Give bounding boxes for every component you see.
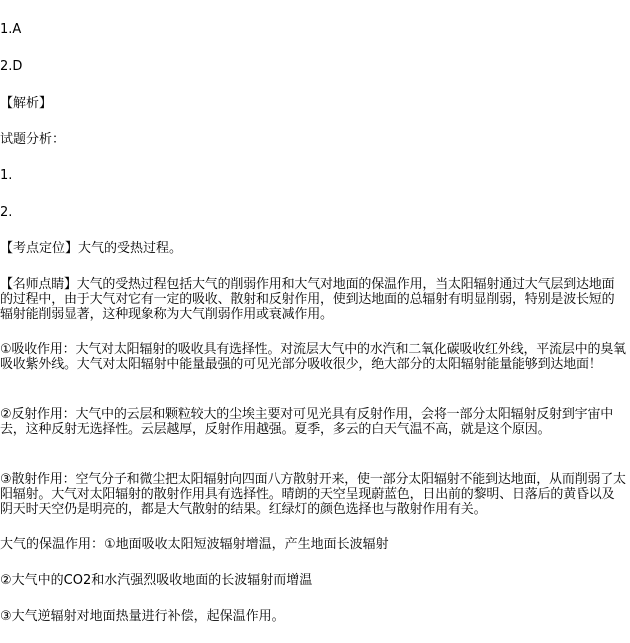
absorb-paragraph: ①吸收作用：大气对太阳辐射的吸收具有选择性。对流层大气中的水汽和二氧化碳吸收红外线，平流层中的臭氧吸收紫外线。大气对太阳辐射中能量最强的可见光部分吸收很少，绝大部分的太阳辐射能量能够到达地面！ bbox=[0, 342, 626, 372]
insulation-line-3: ③大气逆辐射对地面热量进行补偿，起保温作用。 bbox=[0, 609, 285, 624]
analysis-item-2: 2. bbox=[0, 205, 13, 220]
insulation-line-1: 大气的保温作用：①地面吸收太阳短波辐射增温，产生地面长波辐射 bbox=[0, 537, 389, 552]
reflect-paragraph: ②反射作用：大气中的云层和颗粒较大的尘埃主要对可见光具有反射作用，会将一部分太阳辐射反射到宇宙中去，这种反射无选择性。云层越厚，反射作用越强。夏季，多云的白天气温不高，就是这个原因。 bbox=[0, 407, 614, 437]
insulation-line-2: ②大气中的CO2和水汽强烈吸收地面的长波辐射而增温 bbox=[0, 573, 313, 588]
analysis-subtitle: 试题分析： bbox=[0, 132, 66, 147]
mingshi-paragraph: 【名师点睛】大气的受热过程包括大气的削弱作用和大气对地面的保温作用，当太阳辐射通过大气层到达地面的过程中，由于大气对它有一定的吸收、散射和反射作用，使到达地面的总辐射有明显削弱，特别是波长短的辐射能削弱显著，这种现象称为大气削弱作用或衰减作用。 bbox=[0, 277, 615, 322]
scatter-paragraph: ③散射作用：空气分子和微尘把太阳辐射向四面八方散射开来，使一部分太阳辐射不能到达地面，从而削弱了太阳辐射。大气对太阳辐射的散射作用具有选择性。晴朗的天空呈现蔚蓝色，日出前的黎明、日落后的黄昏以及阴天时天空仍是明亮的，都是大气散射的结果。红绿灯的颜色选择也与散射作用有关。 bbox=[0, 472, 626, 517]
answer-1: 1.A bbox=[0, 22, 22, 37]
answer-2: 2.D bbox=[0, 59, 23, 74]
analysis-header: 【解析】 bbox=[0, 96, 53, 111]
analysis-item-1: 1. bbox=[0, 168, 13, 183]
kaodian-line: 【考点定位】大气的受热过程。 bbox=[0, 241, 183, 256]
